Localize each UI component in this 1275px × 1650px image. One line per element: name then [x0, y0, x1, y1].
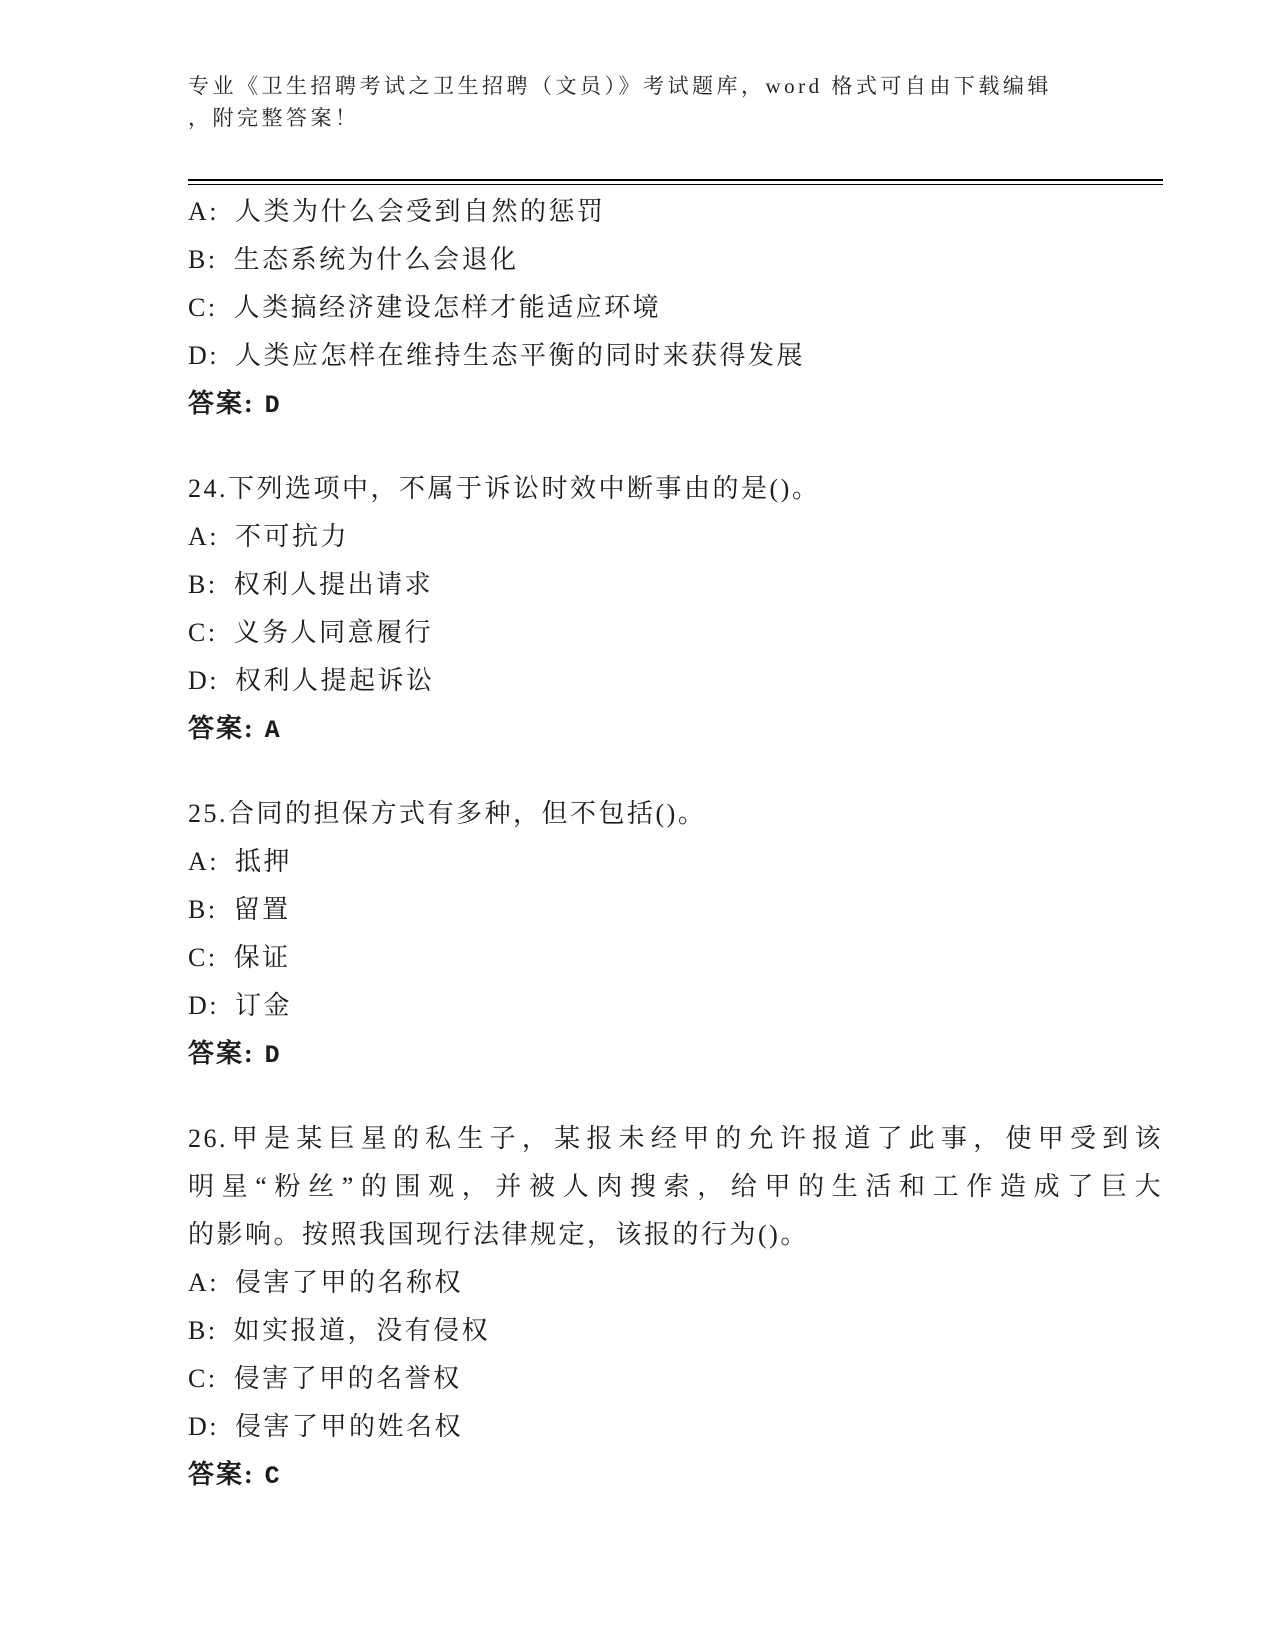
doc-header	[188, 70, 1163, 134]
option-text: 人类为什么会受到自然的惩罚	[235, 197, 606, 226]
question-block-25	[188, 790, 1163, 1078]
option-letter: D:	[188, 341, 219, 370]
answer-row	[188, 1451, 1163, 1499]
header-line: ，附完整答案！	[188, 106, 360, 130]
option-text: 生态系统为什么会退化	[233, 245, 519, 274]
answer-label: 答案:	[188, 1460, 255, 1489]
question-title-line: 的影响。按照我国现行法律规定，该报的行为()。	[188, 1220, 809, 1249]
question-title-line: 明星“粉丝”的围观，并被人肉搜索，给甲的生活和工作造成了巨大	[188, 1172, 1163, 1201]
option-row	[188, 886, 1163, 934]
answer-label: 答案:	[188, 1039, 255, 1068]
option-row	[188, 1259, 1163, 1307]
option-letter: C:	[188, 293, 218, 322]
question-block-26	[188, 1115, 1163, 1499]
answer-row	[188, 1030, 1163, 1078]
option-letter: C:	[188, 943, 218, 972]
option-row	[188, 236, 1163, 284]
question-block-23	[188, 188, 1163, 428]
option-text: 订金	[235, 991, 293, 1020]
option-row	[188, 934, 1163, 982]
option-text: 权利人提起诉讼	[235, 666, 435, 695]
question-block-24	[188, 465, 1163, 753]
option-letter: A:	[188, 847, 219, 876]
option-row	[188, 657, 1163, 705]
option-letter: B:	[188, 570, 218, 599]
option-text: 侵害了甲的名誉权	[233, 1364, 462, 1393]
option-letter: C:	[188, 618, 218, 647]
option-row	[188, 609, 1163, 657]
option-row	[188, 1307, 1163, 1355]
option-row	[188, 513, 1163, 561]
answer-value: D	[264, 391, 282, 420]
answer-row	[188, 380, 1163, 428]
answer-label: 答案:	[188, 389, 255, 418]
option-row	[188, 1403, 1163, 1451]
header-line: 专业《卫生招聘考试之卫生招聘（文员）》考试题库，word 格式可自由下载编辑	[188, 74, 1052, 98]
option-letter: A:	[188, 1268, 219, 1297]
option-letter: D:	[188, 991, 219, 1020]
answer-label: 答案:	[188, 714, 255, 743]
option-text: 不可抗力	[235, 522, 350, 551]
option-text: 权利人提出请求	[233, 570, 434, 599]
header-divider-rule	[188, 179, 1163, 185]
option-text: 侵害了甲的名称权	[235, 1268, 464, 1297]
option-letter: A:	[188, 197, 219, 226]
document-content	[188, 188, 1163, 1499]
option-row	[188, 332, 1163, 380]
question-title: 25.合同的担保方式有多种，但不包括()。	[188, 799, 707, 828]
option-letter: B:	[188, 1316, 218, 1345]
option-row	[188, 188, 1163, 236]
option-text: 义务人同意履行	[233, 618, 434, 647]
option-text: 如实报道，没有侵权	[233, 1316, 491, 1345]
option-text: 保证	[233, 943, 291, 972]
option-row	[188, 838, 1163, 886]
option-row	[188, 982, 1163, 1030]
option-letter: B:	[188, 245, 218, 274]
answer-value: C	[264, 1462, 282, 1491]
option-text: 人类搞经济建设怎样才能适应环境	[233, 293, 662, 322]
answer-value: D	[264, 1041, 282, 1070]
question-title-line: 26.甲是某巨星的私生子，某报未经甲的允许报道了此事，使甲受到该	[188, 1124, 1163, 1153]
option-letter: C:	[188, 1364, 218, 1393]
option-row	[188, 561, 1163, 609]
question-title: 24.下列选项中，不属于诉讼时效中断事由的是()。	[188, 474, 821, 503]
option-row	[188, 1355, 1163, 1403]
option-text: 人类应怎样在维持生态平衡的同时来获得发展	[235, 341, 806, 370]
option-text: 留置	[233, 895, 291, 924]
option-letter: D:	[188, 1412, 219, 1441]
option-letter: D:	[188, 666, 219, 695]
option-text: 抵押	[235, 847, 293, 876]
option-letter: B:	[188, 895, 218, 924]
option-row	[188, 284, 1163, 332]
option-letter: A:	[188, 522, 219, 551]
option-text: 侵害了甲的姓名权	[235, 1412, 464, 1441]
answer-value: A	[264, 716, 282, 745]
answer-row	[188, 705, 1163, 753]
